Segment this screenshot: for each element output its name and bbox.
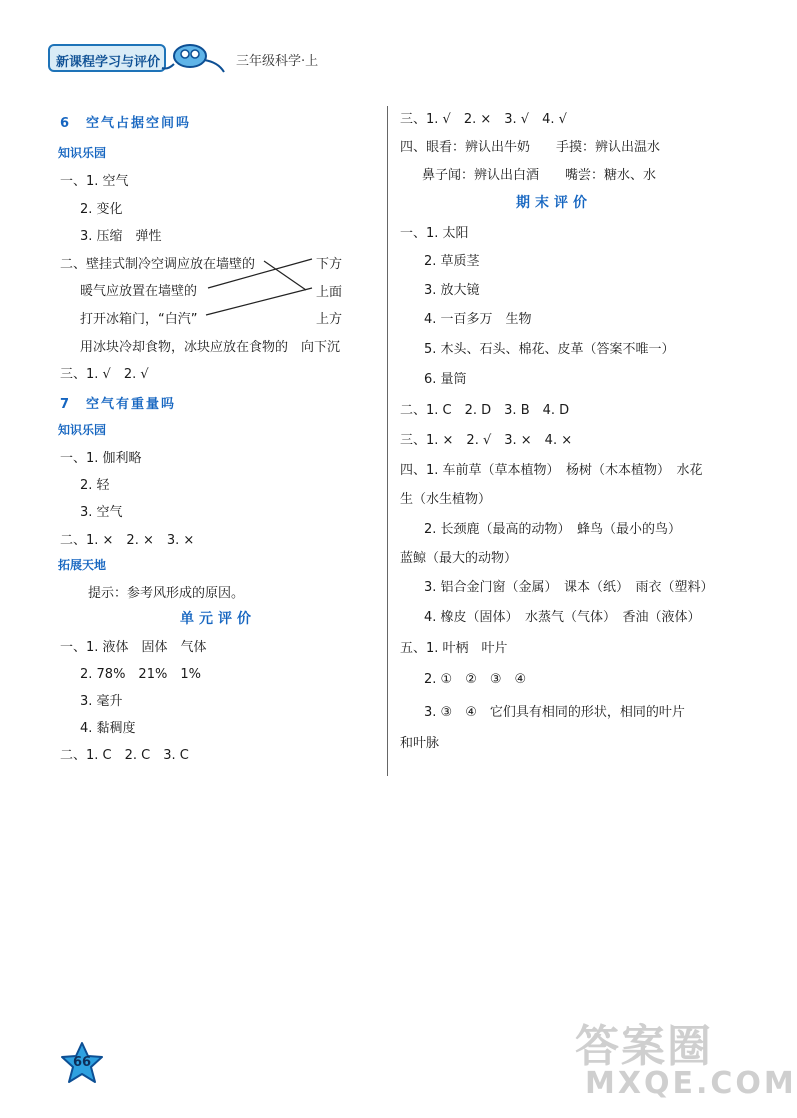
match-option: 上面 — [316, 285, 343, 300]
hint-line: 提示：参考风形成的原因。 — [88, 586, 245, 601]
watermark-url: MXQE.COM — [585, 1066, 797, 1101]
answer-line: 四、1. 车前草（草本植物） 杨树（木本植物） 水花 — [400, 463, 703, 478]
answer-line: 用冰块冷却食物，冰块应放在食物的 向下沉 — [80, 340, 341, 355]
answer-line: 3. 放大镜 — [424, 283, 480, 298]
answer-line: 生（水生植物） — [400, 492, 492, 507]
answer-line: 3. 压缩 弹性 — [80, 229, 162, 244]
matching-lines — [200, 252, 320, 324]
answer-line: 暖气应放置在墙壁的 — [80, 284, 198, 299]
answer-line: 蓝鲸（最大的动物） — [400, 551, 518, 566]
answer-line: 一、1. 伽利略 — [60, 451, 142, 466]
answer-line: 2. 变化 — [80, 202, 123, 217]
subject-label: 三年级科学·上 — [236, 54, 319, 69]
answer-line: 一、1. 太阳 — [400, 226, 469, 241]
section-6-title: 6 空气占据空间吗 — [60, 116, 192, 131]
section-6-subheading: 知识乐园 — [58, 146, 107, 160]
answer-line: 2. ① ② ③ ④ — [424, 672, 527, 687]
answer-line: 2. 草质茎 — [424, 254, 480, 269]
answer-line: 6. 量筒 — [424, 372, 467, 387]
section-7-subheading: 知识乐园 — [58, 423, 107, 437]
answer-line: 打开冰箱门，“白汽” — [80, 312, 198, 327]
answer-line: 三、1. √ 2. × 3. √ 4. √ — [400, 112, 567, 127]
answer-line: 2. 轻 — [80, 478, 110, 493]
watermark-logo: 答案圈 — [575, 1021, 713, 1072]
answer-line: 三、1. √ 2. √ — [60, 367, 149, 382]
answer-line: 鼻子闻：辨认出白酒 嘴尝：糖水、水 — [422, 168, 657, 183]
answer-line: 三、1. × 2. √ 3. × 4. × — [400, 433, 573, 448]
page-number-badge — [58, 1040, 106, 1092]
section-7-title: 7 空气有重量吗 — [60, 397, 177, 412]
unit-review-title: 单元评价 — [180, 611, 256, 627]
answer-line: 3. 毫升 — [80, 694, 123, 709]
answer-line: 5. 木头、石头、棉花、皮革（答案不唯一） — [424, 342, 675, 357]
answer-line: 2. 78% 21% 1% — [80, 667, 201, 682]
match-option: 下方 — [316, 257, 343, 272]
answer-line: 3. ③ ④ 它们具有相同的形状，相同的叶片 — [424, 705, 685, 720]
answer-line: 五、1. 叶柄 叶片 — [400, 641, 508, 656]
answer-line: 3. 空气 — [80, 505, 123, 520]
mascot-icon — [160, 42, 232, 76]
answer-line: 2. 长颈鹿（最高的动物） 蜂鸟（最小的鸟） — [424, 522, 682, 537]
page-number: 66 — [72, 1055, 92, 1070]
answer-line: 4. 黏稠度 — [80, 721, 136, 736]
series-title: 新课程学习与评价 — [56, 55, 161, 70]
answer-line: 二、1. C 2. D 3. B 4. D — [400, 403, 570, 418]
column-divider — [387, 106, 388, 776]
answer-line: 四、眼看：辨认出牛奶 手摸：辨认出温水 — [400, 140, 661, 155]
answer-line: 4. 橡皮（固体） 水蒸气（气体） 香油（液体） — [424, 610, 701, 625]
answer-line: 一、1. 空气 — [60, 174, 129, 189]
answer-line: 3. 铝合金门窗（金属） 课本（纸） 雨衣（塑料） — [424, 580, 714, 595]
answer-line: 4. 一百多万 生物 — [424, 312, 532, 327]
answer-line: 二、1. C 2. C 3. C — [60, 748, 189, 763]
extension-subheading: 拓展天地 — [58, 558, 107, 572]
answer-line: 二、1. × 2. × 3. × — [60, 533, 195, 548]
match-option: 上方 — [316, 312, 343, 327]
answer-line: 一、1. 液体 固体 气体 — [60, 640, 207, 655]
answer-line: 二、壁挂式制冷空调应放在墙壁的 — [60, 257, 256, 272]
final-review-title: 期末评价 — [516, 195, 592, 211]
answer-line: 和叶脉 — [400, 736, 440, 751]
